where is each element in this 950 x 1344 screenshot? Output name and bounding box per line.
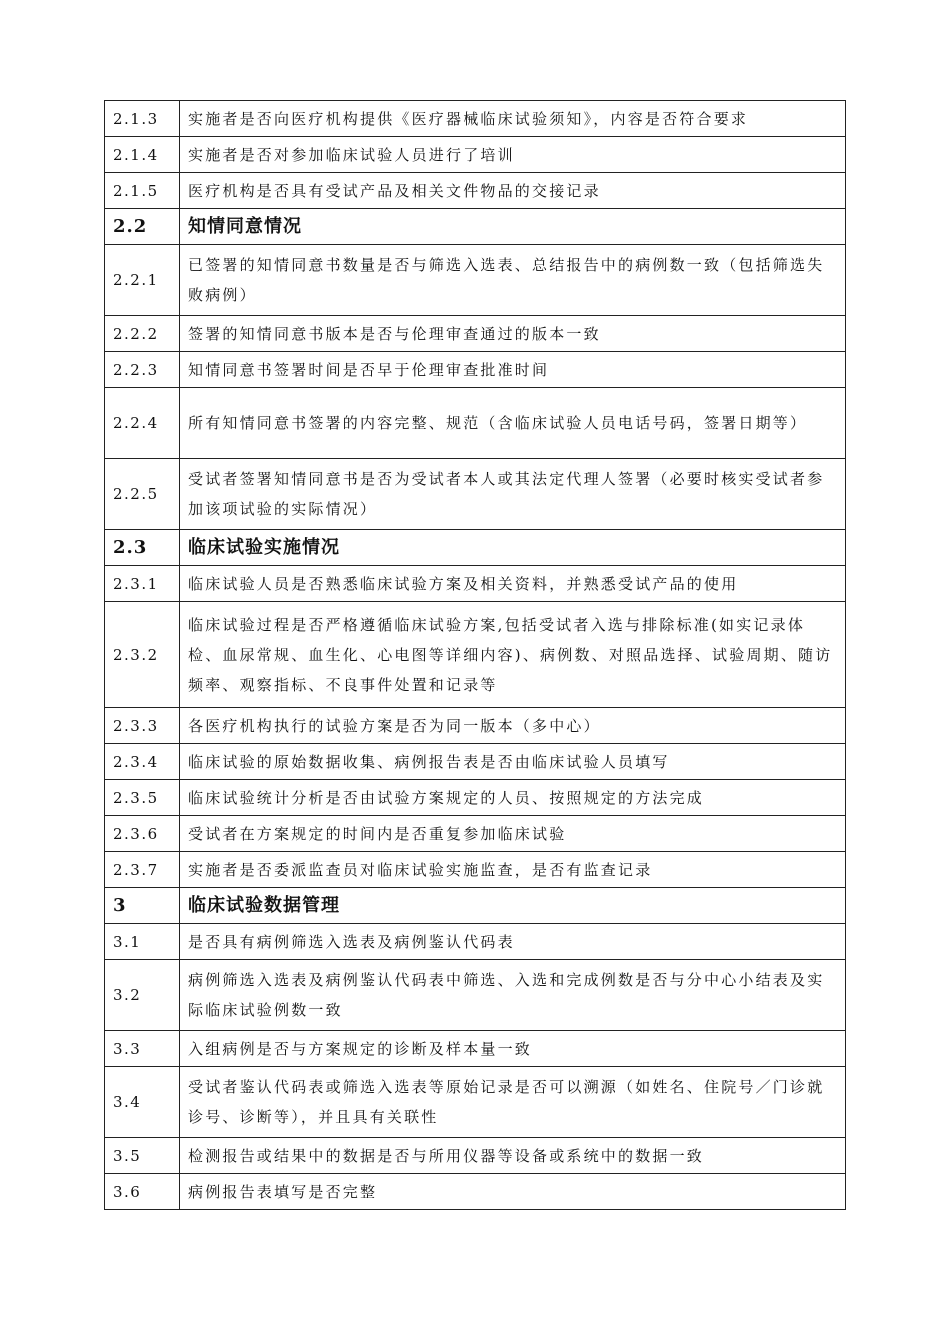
item-code: 2.3.3 (105, 708, 180, 744)
table-row (105, 245, 846, 316)
item-text: 是否具有病例筛选入选表及病例鉴认代码表 (180, 924, 846, 960)
item-text: 临床试验过程是否严格遵循临床试验方案,包括受试者入选与排除标准(如实记录体检、血尿常规、血生化、心电图等详细内容)、病例数、对照品选择、试验周期、随访频率、观察指标、不良事件处置和记录等 (180, 602, 846, 708)
item-text: 已签署的知情同意书数量是否与筛选入选表、总结报告中的病例数一致（包括筛选失败病例） (180, 245, 846, 316)
section-row (105, 530, 846, 566)
item-code: 3.5 (105, 1138, 180, 1174)
section-code: 3 (105, 888, 180, 924)
table-row (105, 602, 846, 708)
item-text: 所有知情同意书签署的内容完整、规范（含临床试验人员电话号码，签署日期等） (180, 388, 846, 459)
item-code: 2.3.7 (105, 852, 180, 888)
item-text: 签署的知情同意书版本是否与伦理审查通过的版本一致 (180, 316, 846, 352)
item-code: 2.3.4 (105, 744, 180, 780)
item-code: 3.4 (105, 1067, 180, 1138)
item-code: 2.1.3 (105, 101, 180, 137)
table-row (105, 852, 846, 888)
table-row (105, 816, 846, 852)
item-code: 2.2.3 (105, 352, 180, 388)
item-text: 知情同意书签署时间是否早于伦理审查批准时间 (180, 352, 846, 388)
item-code: 2.3.5 (105, 780, 180, 816)
item-code: 3.1 (105, 924, 180, 960)
table-row (105, 173, 846, 209)
table-row (105, 780, 846, 816)
item-text: 实施者是否向医疗机构提供《医疗器械临床试验须知》，内容是否符合要求 (180, 101, 846, 137)
item-code: 2.2.2 (105, 316, 180, 352)
table-row (105, 744, 846, 780)
item-text: 受试者签署知情同意书是否为受试者本人或其法定代理人签署（必要时核实受试者参加该项试验的实际情况） (180, 459, 846, 530)
table-row (105, 316, 846, 352)
item-text: 受试者在方案规定的时间内是否重复参加临床试验 (180, 816, 846, 852)
table-row (105, 924, 846, 960)
table-row (105, 1138, 846, 1174)
section-title: 知情同意情况 (180, 209, 846, 245)
table-row (105, 352, 846, 388)
table-row (105, 388, 846, 459)
item-code: 2.3.6 (105, 816, 180, 852)
item-code: 2.2.5 (105, 459, 180, 530)
item-text: 检测报告或结果中的数据是否与所用仪器等设备或系统中的数据一致 (180, 1138, 846, 1174)
item-code: 2.3.1 (105, 566, 180, 602)
item-text: 受试者鉴认代码表或筛选入选表等原始记录是否可以溯源（如姓名、住院号／门诊就诊号、诊断等），并且具有关联性 (180, 1067, 846, 1138)
table-row (105, 137, 846, 173)
item-text: 病例筛选入选表及病例鉴认代码表中筛选、入选和完成例数是否与分中心小结表及实际临床试验例数一致 (180, 960, 846, 1031)
item-text: 实施者是否对参加临床试验人员进行了培训 (180, 137, 846, 173)
table-row (105, 1174, 846, 1210)
item-text: 病例报告表填写是否完整 (180, 1174, 846, 1210)
item-text: 临床试验统计分析是否由试验方案规定的人员、按照规定的方法完成 (180, 780, 846, 816)
item-text: 医疗机构是否具有受试产品及相关文件物品的交接记录 (180, 173, 846, 209)
item-text: 实施者是否委派监查员对临床试验实施监查，是否有监查记录 (180, 852, 846, 888)
table-row (105, 960, 846, 1031)
item-text: 入组病例是否与方案规定的诊断及样本量一致 (180, 1031, 846, 1067)
section-row (105, 209, 846, 245)
section-code: 2.3 (105, 530, 180, 566)
item-code: 3.6 (105, 1174, 180, 1210)
item-code: 2.2.4 (105, 388, 180, 459)
item-text: 临床试验人员是否熟悉临床试验方案及相关资料，并熟悉受试产品的使用 (180, 566, 846, 602)
item-code: 3.2 (105, 960, 180, 1031)
item-code: 2.1.5 (105, 173, 180, 209)
table-row (105, 459, 846, 530)
table-row (105, 708, 846, 744)
table-row (105, 566, 846, 602)
item-text: 临床试验的原始数据收集、病例报告表是否由临床试验人员填写 (180, 744, 846, 780)
item-code: 3.3 (105, 1031, 180, 1067)
section-row (105, 888, 846, 924)
checklist-body (105, 101, 846, 1210)
section-title: 临床试验数据管理 (180, 888, 846, 924)
item-code: 2.2.1 (105, 245, 180, 316)
item-code: 2.1.4 (105, 137, 180, 173)
section-code: 2.2 (105, 209, 180, 245)
item-code: 2.3.2 (105, 602, 180, 708)
table-row (105, 101, 846, 137)
table-row (105, 1031, 846, 1067)
item-text: 各医疗机构执行的试验方案是否为同一版本（多中心） (180, 708, 846, 744)
table-row (105, 1067, 846, 1138)
section-title: 临床试验实施情况 (180, 530, 846, 566)
checklist-table (104, 100, 846, 1210)
